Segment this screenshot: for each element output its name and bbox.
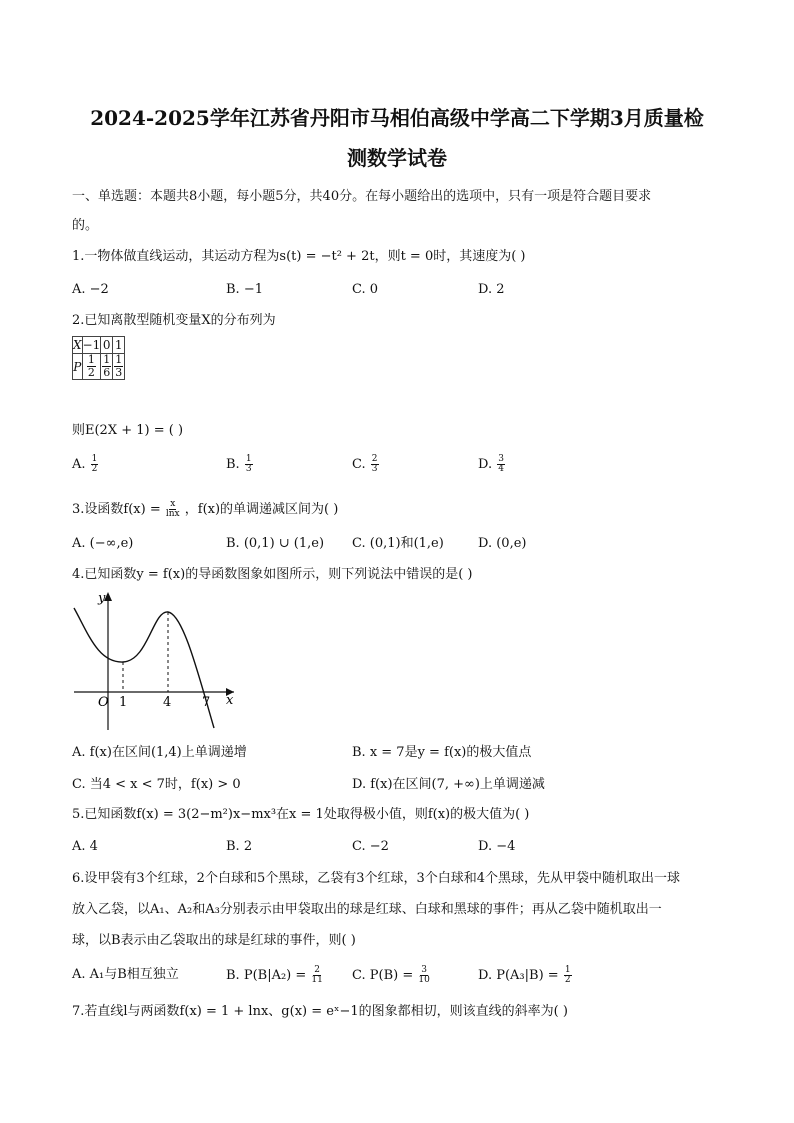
table-cell	[101, 354, 113, 380]
fraction	[418, 966, 429, 985]
q3-option-b: B. (0,1) ∪ (1,e)	[226, 536, 325, 551]
fraction-numerator: 1	[87, 353, 95, 366]
exam-title-line2: 测数学试卷	[347, 146, 447, 170]
table-cell: 0	[101, 337, 113, 354]
fraction-denominator: 3	[115, 366, 123, 379]
table-cell: X	[73, 338, 82, 352]
q4-option-b: B. x = 7是y = f(x)的极大值点	[352, 745, 532, 760]
q4-option-d: D. f(x)在区间(7, +∞)上单调递减	[352, 777, 545, 792]
tick-label-1: 1	[119, 695, 128, 710]
option-text: D. P(A₃|B) =	[478, 968, 559, 983]
fraction-numerator: 1	[103, 353, 111, 366]
derivative-graph	[68, 588, 248, 738]
fraction-denominator: 3	[245, 464, 252, 474]
derivative-curve	[74, 608, 214, 728]
table-cell: −1	[82, 338, 101, 352]
option-text: A. A₁与B相互独立	[72, 967, 179, 982]
fraction-numerator: 3	[498, 454, 504, 464]
q3-option-c: C. (0,1)和(1,e)	[352, 536, 444, 551]
q5-option-a: A. 4	[72, 839, 98, 854]
q3-stem-after: ，f(x)的单调递减区间为( )	[184, 502, 339, 517]
fraction-numerator: 2	[371, 454, 378, 464]
fraction-denominator: 4	[498, 464, 504, 474]
y-axis-label: y	[98, 591, 106, 606]
fraction-denominator: 10	[418, 975, 430, 985]
table-row	[73, 337, 125, 354]
fraction-denominator: 3	[371, 464, 378, 474]
fraction-numerator: 1	[91, 454, 98, 464]
fraction	[102, 354, 111, 379]
distribution-table	[72, 336, 125, 380]
q3-stem	[72, 500, 338, 519]
fraction	[245, 455, 253, 474]
q3-option-d: D. (0,e)	[478, 536, 527, 551]
fraction	[114, 354, 123, 379]
option-letter: B.	[226, 457, 240, 472]
q1-option-b: B. −1	[226, 282, 263, 297]
fraction-denominator: 11	[311, 975, 323, 985]
fraction-denominator: lnx	[165, 509, 180, 519]
q4-stem: 4.已知函数y = f(x)的导函数图象如图所示，则下列说法中错误的是( )	[72, 567, 473, 582]
q5-stem: 5.已知函数f(x) = 3(2−m²)x−mx³在x = 1处取得极小值，则f(x)的极大值为( )	[72, 807, 530, 822]
fraction-numerator: 2	[314, 965, 321, 975]
section-instruction-line2: 的。	[72, 218, 99, 233]
q1-stem: 1.一物体做直线运动，其运动方程为s(t) = −t² + 2t，则t = 0时，其速度为( )	[72, 249, 526, 264]
fraction	[87, 354, 96, 379]
exam-title-line1: 2024-2025学年江苏省丹阳市马相伯高级中学高二下学期3月质量检	[90, 106, 704, 130]
q6-stem-line3: 球，以B表示由乙袋取出的球是红球的事件，则( )	[72, 933, 356, 948]
tick-label-4: 4	[163, 695, 172, 710]
q3-option-a: A. (−∞,e)	[72, 536, 134, 551]
q6-option-d	[478, 966, 573, 985]
q4-option-c: C. 当4 < x < 7时，f(x) > 0	[72, 777, 241, 792]
q2-stem: 2.已知离散型随机变量X的分布列为	[72, 313, 276, 328]
fraction-denominator: 6	[103, 366, 111, 379]
option-letter: A.	[72, 457, 86, 472]
q7-stem: 7.若直线l与两函数f(x) = 1 + lnx、g(x) = eˣ−1的图象都相切，则该直线的斜率为( )	[72, 1004, 568, 1019]
table-row	[73, 354, 125, 380]
q2-option-b	[226, 455, 254, 474]
q6-option-a	[72, 966, 179, 984]
fraction-denominator: 2	[564, 975, 571, 985]
q6-stem-line2: 放入乙袋，以A₁、A₂和A₃分别表示由甲袋取出的球是红球、白球和黑球的事件；再从乙袋中随机取出一	[72, 902, 662, 917]
fraction-numerator: x	[170, 499, 176, 509]
fraction-denominator: 2	[91, 464, 98, 474]
q1-option-a: A. −2	[72, 282, 109, 297]
fraction	[564, 966, 572, 985]
fraction-numerator: 3	[421, 965, 427, 975]
fraction	[497, 455, 505, 474]
option-text: C. P(B) =	[352, 968, 414, 983]
q2-option-c	[352, 455, 380, 474]
section-instruction-line1: 一、单选题：本题共8小题，每小题5分，共40分。在每小题给出的选项中，只有一项是符合题目要求	[72, 189, 652, 204]
q2-ask: 则E(2X + 1) = ( )	[72, 423, 184, 438]
fraction	[311, 966, 322, 985]
fraction	[371, 455, 379, 474]
q1-option-d: D. 2	[478, 282, 505, 297]
table-cell	[82, 354, 101, 380]
table-cell	[113, 354, 125, 380]
fraction	[166, 500, 180, 519]
tick-label-7: 7	[202, 695, 211, 710]
q6-option-b	[226, 966, 324, 985]
fraction	[91, 455, 99, 474]
fraction-denominator: 2	[87, 366, 95, 379]
q3-stem-before: 3.设函数f(x) =	[72, 502, 161, 517]
origin-label: O	[98, 695, 109, 710]
q2-option-a	[72, 455, 99, 474]
table-cell: 1	[113, 337, 125, 354]
q5-option-b: B. 2	[226, 839, 253, 854]
x-axis-label: x	[226, 693, 234, 708]
q5-option-c: C. −2	[352, 839, 389, 854]
q5-option-d: D. −4	[478, 839, 516, 854]
option-letter: D.	[478, 457, 493, 472]
fraction-numerator: 1	[564, 965, 571, 975]
q1-option-c: C. 0	[352, 282, 379, 297]
option-text: B. P(B|A₂) =	[226, 968, 307, 983]
table-cell: P	[73, 354, 83, 380]
q6-option-c	[352, 966, 431, 985]
q4-option-a: A. f(x)在区间(1,4)上单调递增	[72, 745, 247, 760]
option-letter: C.	[352, 457, 366, 472]
fraction-numerator: 1	[115, 353, 123, 366]
q2-option-d	[478, 455, 506, 474]
q6-stem-line1: 6.设甲袋有3个红球，2个白球和5个黑球，乙袋有3个红球，3个白球和4个黑球，先从甲袋中随机取出一球	[72, 871, 681, 886]
fraction-numerator: 1	[245, 454, 252, 464]
